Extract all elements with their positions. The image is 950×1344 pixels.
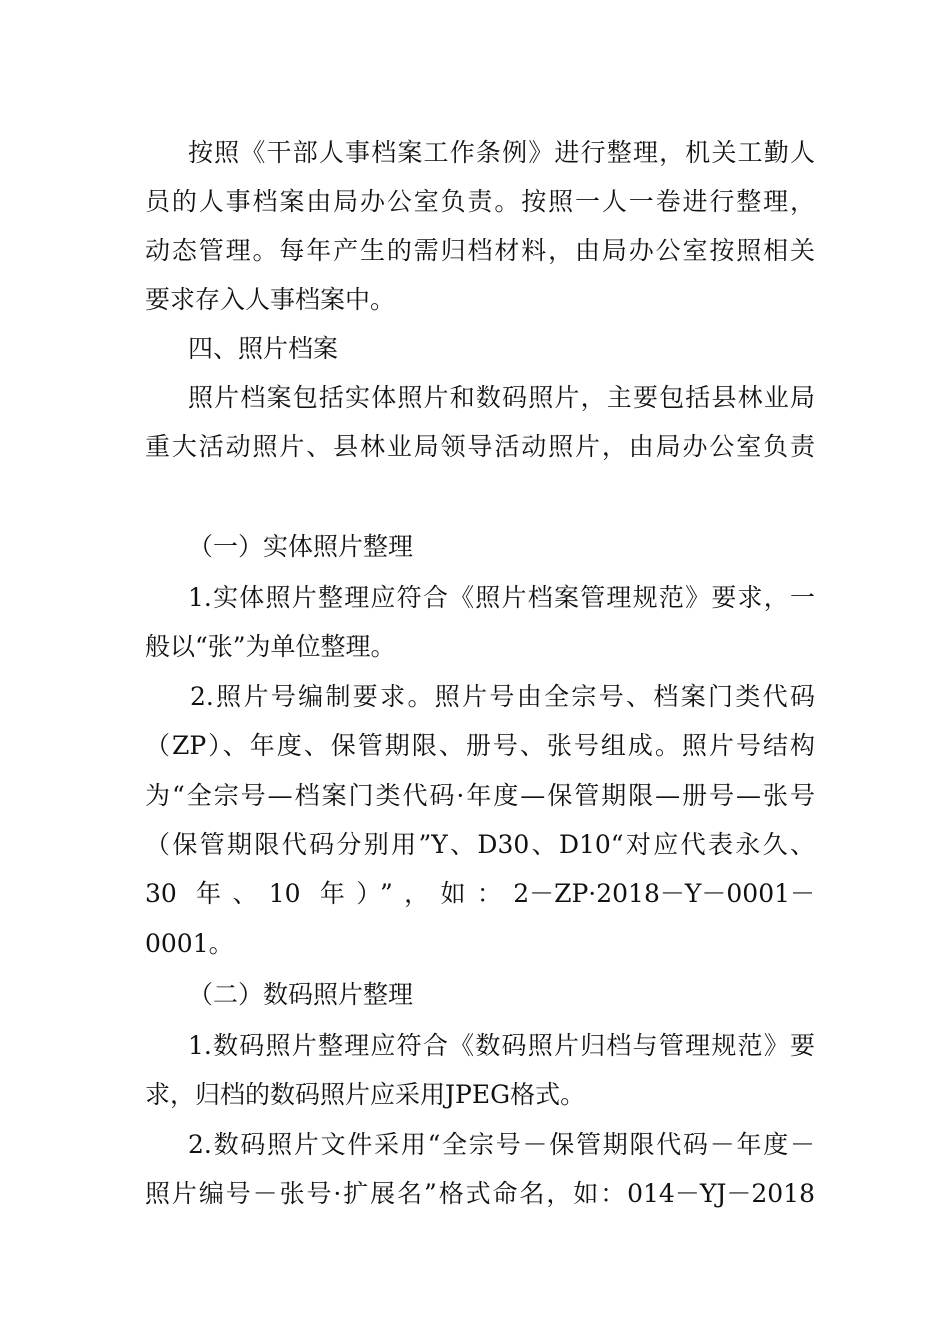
paragraph-line-12: （保管期限代码分别用”Y、D30、D10“对应代表永久、 [145,830,815,859]
paragraph-line-3: 动态管理。每年产生的需归档材料，由局办公室按照相关 [145,236,815,265]
paragraph-line-11: 为“全宗号—档案门类代码·年度—保管期限—册号—张号 [145,781,815,810]
paragraph-line-5: 照片档案包括实体照片和数码照片，主要包括县林业局 [188,383,815,412]
paragraph-line-6: 重大活动照片、县林业局领导活动照片，由局办公室负责 [145,432,815,461]
paragraph-line-15: 1.数码照片整理应符合《数码照片归档与管理规范》要 [188,1031,815,1060]
subsection-heading-digital-photos: （二）数码照片整理 [188,980,414,1009]
paragraph-line-4: 要求存入人事档案中。 [145,285,396,314]
paragraph-line-18: 照片编号－张号·扩展名”格式命名，如：014－YJ－2018 [145,1179,815,1208]
paragraph-line-14: 0001。 [145,929,234,958]
subsection-heading-physical-photos: （一）实体照片整理 [188,532,414,561]
paragraph-line-2: 员的人事档案由局办公室负责。按照一人一卷进行整理， [145,187,815,216]
paragraph-line-7: 1.实体照片整理应符合《照片档案管理规范》要求，一 [188,583,815,612]
paragraph-line-13: 30 年、10 年）”，如：2－ZP·2018－Y－0001－ [145,879,815,908]
section-heading-photo-archives: 四、照片档案 [188,334,339,363]
paragraph-line-1: 按照《干部人事档案工作条例》进行整理，机关工勤人 [188,138,815,167]
paragraph-line-9: 2.照片号编制要求。照片号由全宗号、档案门类代码 [190,682,815,711]
paragraph-line-8: 般以“张”为单位整理。 [145,632,396,661]
paragraph-line-17: 2.数码照片文件采用“全宗号－保管期限代码－年度－ [188,1130,815,1159]
paragraph-line-10: （ZP）、年度、保管期限、册号、张号组成。照片号结构 [145,731,815,760]
paragraph-line-16: 求，归档的数码照片应采用JPEG格式。 [145,1080,586,1109]
